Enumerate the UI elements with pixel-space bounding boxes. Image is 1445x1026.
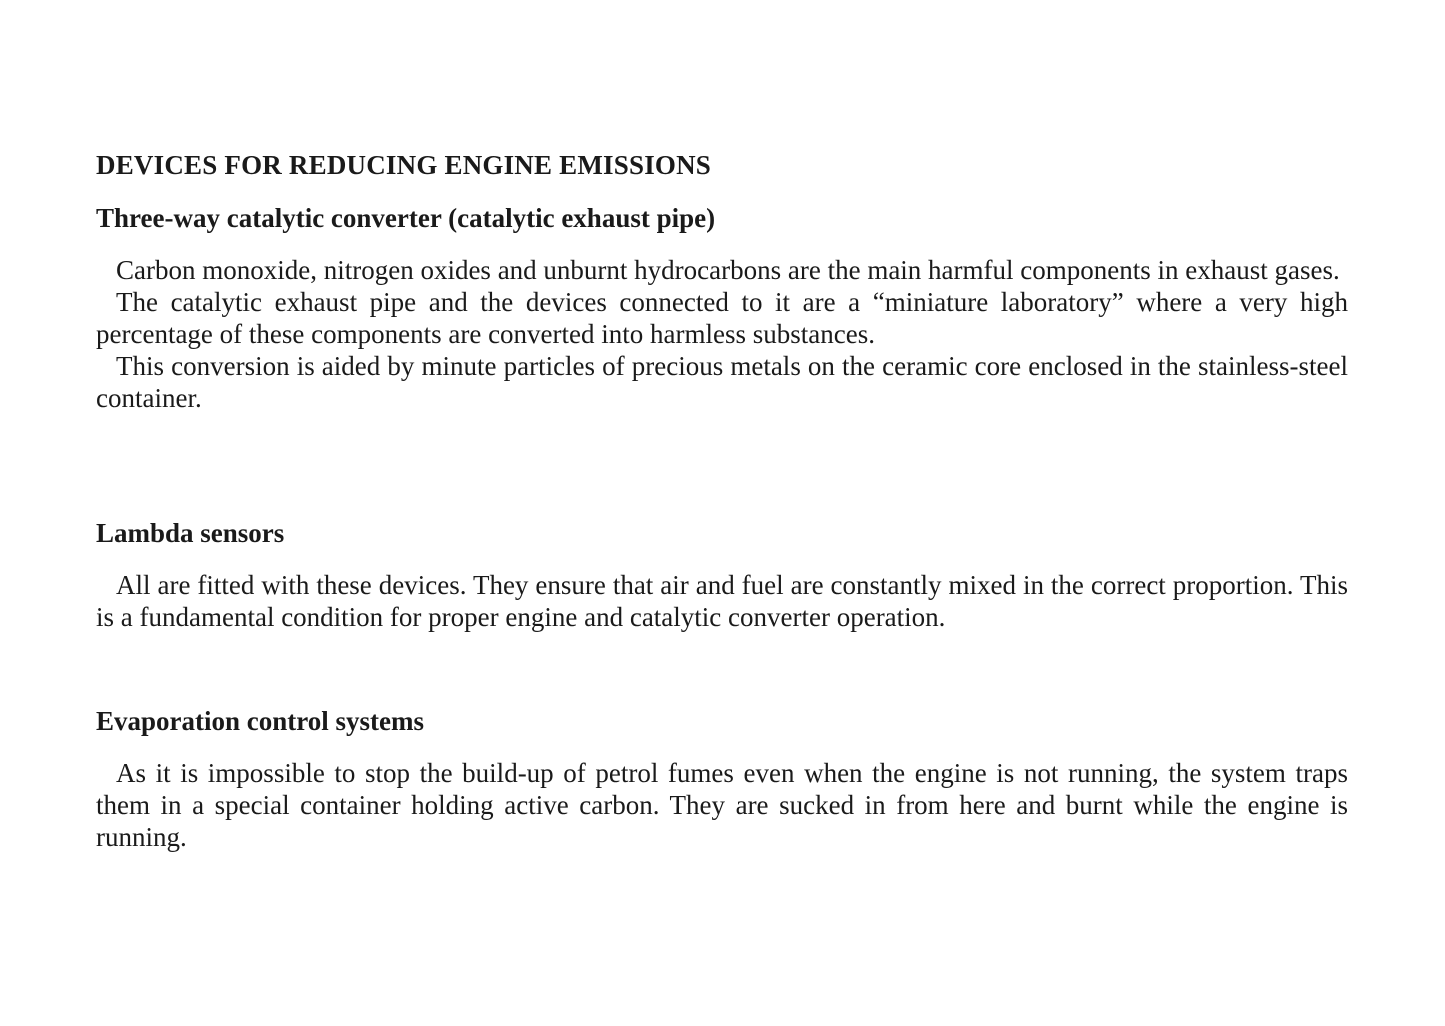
paragraph: All are fitted with these devices. They ensure that air and fuel are constantly mixed in the correct proportion. This is a fundamental condition for proper engine and catalytic converter operation. bbox=[96, 570, 1348, 632]
section-heading: Lambda sensors bbox=[96, 518, 285, 548]
paragraph: Carbon monoxide, nitrogen oxides and unburnt hydrocarbons are the main harmful components in exhaust gases. bbox=[116, 255, 1340, 285]
section-body bbox=[96, 757, 1348, 853]
section-lambda-sensors bbox=[96, 517, 1348, 633]
section-heading: Three-way catalytic converter (catalytic exhaust pipe) bbox=[96, 203, 716, 233]
paragraph: The catalytic exhaust pipe and the devices connected to it are a “miniature laboratory” where a very high percentage of these components are converted into harmless substances. bbox=[96, 287, 1348, 349]
paragraph: As it is impossible to stop the build-up of petrol fumes even when the engine is not running, the system traps them in a special container holding active carbon. They are sucked in from here and burnt while the engine is running. bbox=[96, 758, 1348, 852]
paragraph: This conversion is aided by minute particles of precious metals on the ceramic core enclosed in the stainless-steel container. bbox=[96, 351, 1348, 413]
section-evaporation-control bbox=[96, 705, 1348, 853]
section-heading: Evaporation control systems bbox=[96, 706, 424, 736]
section-body bbox=[96, 254, 1348, 414]
page-title: DEVICES FOR REDUCING ENGINE EMISSIONS bbox=[96, 150, 712, 180]
section-body bbox=[96, 569, 1348, 633]
section-catalytic-converter bbox=[96, 202, 1348, 414]
